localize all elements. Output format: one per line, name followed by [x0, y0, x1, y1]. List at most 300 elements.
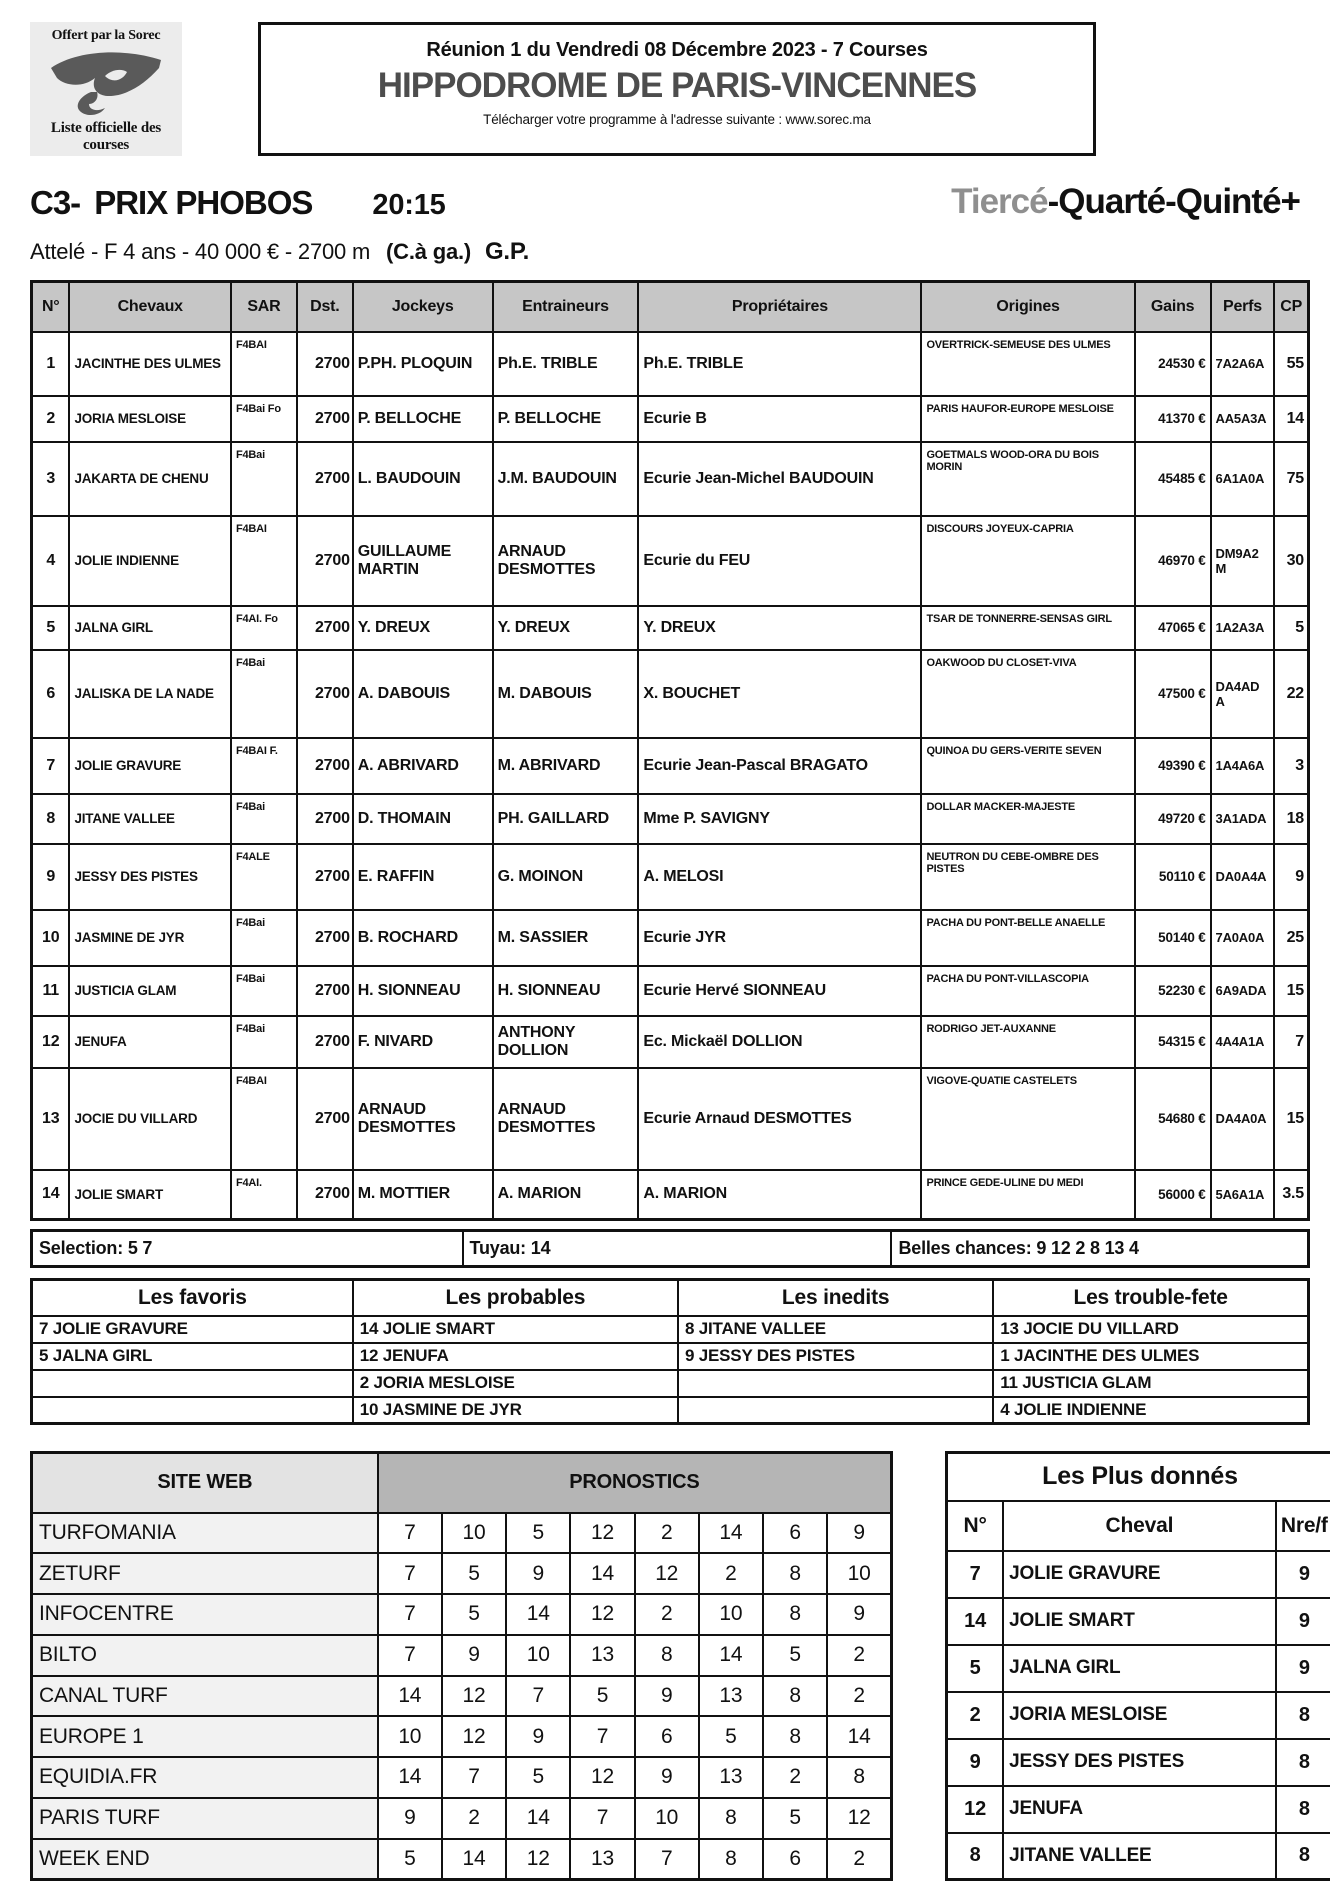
horse-logo-icon — [30, 46, 182, 120]
horse-name: JOLIE GRAVURE — [1003, 1551, 1275, 1598]
pronostic-number: 2 — [699, 1553, 763, 1594]
runner-number: 9 — [32, 844, 70, 910]
trainer-name: J.M. BAUDOUIN — [493, 442, 639, 516]
runners-header-row — [32, 282, 1309, 332]
conditions-track: G.P. — [484, 238, 530, 265]
distance: 2700 — [297, 516, 353, 606]
trainer-name: PH. GAILLARD — [493, 794, 639, 844]
origins: NEUTRON DU CEBE-OMBRE DES PISTES — [921, 844, 1134, 910]
trainer-name: Y. DREUX — [493, 606, 639, 650]
perfs: DM9A2 M — [1211, 516, 1275, 606]
pronostic-number: 10 — [699, 1594, 763, 1635]
runner-row — [32, 844, 1309, 910]
owner-name: A. MELOSI — [638, 844, 921, 910]
gains: 45485 € — [1135, 442, 1211, 516]
pronostic-number: 7 — [506, 1676, 570, 1717]
horse-number: 9 — [947, 1739, 1004, 1786]
owner-name: Ecurie du FEU — [638, 516, 921, 606]
cp-value: 5 — [1274, 606, 1308, 650]
col-owners: Propriétaires — [638, 282, 921, 332]
gains: 56000 € — [1135, 1170, 1211, 1220]
horse-name: JORIA MESLOISE — [1003, 1692, 1275, 1739]
origins: QUINOA DU GERS-VERITE SEVEN — [921, 738, 1134, 794]
gains: 41370 € — [1135, 396, 1211, 442]
pronostic-number: 9 — [378, 1798, 442, 1839]
origins: OAKWOOD DU CLOSET-VIVA — [921, 650, 1134, 738]
cp-value: 25 — [1274, 910, 1308, 966]
plus-col-number: N° — [947, 1501, 1004, 1551]
horse-name: JOLIE GRAVURE — [69, 738, 231, 794]
site-name: ZETURF — [32, 1553, 378, 1594]
pronostic-number: 14 — [378, 1757, 442, 1798]
horse-name: JITANE VALLEE — [1003, 1833, 1275, 1880]
gains: 50110 € — [1135, 844, 1211, 910]
pronostic-number: 9 — [635, 1757, 699, 1798]
col-distance: Dst. — [297, 282, 353, 332]
logo-bottom-text: Liste officielle des courses — [50, 120, 162, 154]
cp-value: 18 — [1274, 794, 1308, 844]
horse-name: JOLIE SMART — [69, 1170, 231, 1220]
trainer-name: ARNAUD DESMOTTES — [493, 1068, 639, 1170]
perfs: 7A0A0A — [1211, 910, 1275, 966]
conditions-start-type: (C.à ga.) — [386, 239, 472, 264]
pronostic-number: 9 — [506, 1553, 570, 1594]
runner-row — [32, 1068, 1309, 1170]
runner-row — [32, 516, 1309, 606]
bet-types — [951, 182, 1300, 222]
pronostics-header-row — [32, 1453, 892, 1513]
distance: 2700 — [297, 1068, 353, 1170]
pronostic-number: 13 — [699, 1676, 763, 1717]
owner-name: A. MARION — [638, 1170, 921, 1220]
col-horses: Chevaux — [69, 282, 231, 332]
site-name: INFOCENTRE — [32, 1594, 378, 1635]
pronostic-number: 7 — [378, 1553, 442, 1594]
plus-donnes-table — [945, 1451, 1330, 1881]
pronostic-number: 7 — [378, 1594, 442, 1635]
pronostic-number: 5 — [763, 1798, 827, 1839]
pronostic-row — [32, 1839, 892, 1880]
plus-donnes-title: Les Plus donnés — [947, 1453, 1330, 1501]
perfs: 7A2A6A — [1211, 332, 1275, 396]
perfs: 1A2A3A — [1211, 606, 1275, 650]
origins: PACHA DU PONT-BELLE ANAELLE — [921, 910, 1134, 966]
pick-item: 9 JESSY DES PISTES — [678, 1343, 993, 1370]
col-cp: CP — [1274, 282, 1308, 332]
cp-value: 30 — [1274, 516, 1308, 606]
race-code: C3- — [30, 184, 81, 221]
site-name: CANAL TURF — [32, 1676, 378, 1717]
selection-row — [32, 1231, 1309, 1267]
pronostic-number: 14 — [506, 1798, 570, 1839]
horse-name: JUSTICIA GLAM — [69, 966, 231, 1016]
horse-number: 2 — [947, 1692, 1004, 1739]
distance: 2700 — [297, 332, 353, 396]
pronostic-number: 8 — [763, 1676, 827, 1717]
pronostic-number: 2 — [635, 1513, 699, 1554]
race-title-line — [0, 156, 1330, 222]
cp-value: 3 — [1274, 738, 1308, 794]
pronostic-number: 14 — [570, 1553, 634, 1594]
plus-donnes-row — [947, 1692, 1330, 1739]
site-web-header: SITE WEB — [32, 1453, 378, 1513]
trainer-name: ANTHONY DOLLION — [493, 1016, 639, 1068]
runner-number: 1 — [32, 332, 70, 396]
race-name: PRIX PHOBOS — [94, 184, 313, 221]
selection-bar — [30, 1229, 1310, 1268]
pronostic-number: 10 — [827, 1553, 891, 1594]
picks-row — [32, 1370, 1309, 1397]
runner-number: 14 — [32, 1170, 70, 1220]
plus-donnes-row — [947, 1598, 1330, 1645]
sar-code: F4Bai — [231, 966, 297, 1016]
perfs: DA0A4A — [1211, 844, 1275, 910]
sar-code: F4BAI — [231, 332, 297, 396]
pronostic-number: 2 — [827, 1839, 891, 1880]
pronostics-header: PRONOSTICS — [378, 1453, 892, 1513]
pronostic-number: 8 — [827, 1757, 891, 1798]
pick-item: 13 JOCIE DU VILLARD — [993, 1316, 1308, 1343]
col-gains: Gains — [1135, 282, 1211, 332]
pronostic-number: 5 — [378, 1839, 442, 1880]
plus-donnes-row — [947, 1833, 1330, 1880]
horse-name: JOCIE DU VILLARD — [69, 1068, 231, 1170]
pronostic-number: 7 — [378, 1513, 442, 1554]
origins: PARIS HAUFOR-EUROPE MESLOISE — [921, 396, 1134, 442]
origins: DOLLAR MACKER-MAJESTE — [921, 794, 1134, 844]
gains: 47500 € — [1135, 650, 1211, 738]
hippodrome-title: HIPPODROME DE PARIS-VINCENNES — [377, 66, 977, 105]
pronostics-table — [30, 1451, 893, 1881]
pronostic-row — [32, 1553, 892, 1594]
inedits-header: Les inedits — [678, 1280, 993, 1316]
pronostic-number: 12 — [827, 1798, 891, 1839]
trainer-name: G. MOINON — [493, 844, 639, 910]
pick-item: 1 JACINTHE DES ULMES — [993, 1343, 1308, 1370]
jockey-name: L. BAUDOUIN — [353, 442, 493, 516]
pronostic-number: 7 — [378, 1635, 442, 1676]
origins: DISCOURS JOYEUX-CAPRIA — [921, 516, 1134, 606]
jockey-name: B. ROCHARD — [353, 910, 493, 966]
site-name: PARIS TURF — [32, 1798, 378, 1839]
runner-number: 7 — [32, 738, 70, 794]
pronostic-row — [32, 1757, 892, 1798]
runner-row — [32, 1016, 1309, 1068]
gains: 54315 € — [1135, 1016, 1211, 1068]
jockey-name: M. MOTTIER — [353, 1170, 493, 1220]
owner-name: Ecurie Arnaud DESMOTTES — [638, 1068, 921, 1170]
cp-value: 7 — [1274, 1016, 1308, 1068]
jockey-name: P. BELLOCHE — [353, 396, 493, 442]
jockey-name: P.PH. PLOQUIN — [353, 332, 493, 396]
horse-number: 12 — [947, 1786, 1004, 1833]
pronostic-number: 9 — [635, 1676, 699, 1717]
col-perfs: Perfs — [1211, 282, 1275, 332]
pronostic-number: 14 — [827, 1716, 891, 1757]
pronostic-row — [32, 1676, 892, 1717]
pronostic-number: 5 — [506, 1513, 570, 1554]
pronostic-number: 7 — [570, 1798, 634, 1839]
distance: 2700 — [297, 738, 353, 794]
sar-code: F4BAI — [231, 516, 297, 606]
pronostic-number: 10 — [635, 1798, 699, 1839]
runner-row — [32, 332, 1309, 396]
pick-item — [32, 1397, 353, 1424]
pick-item: 14 JOLIE SMART — [353, 1316, 678, 1343]
plus-donnes-row — [947, 1786, 1330, 1833]
selection-cell: Selection: 5 7 — [32, 1231, 463, 1267]
pronostic-number: 9 — [506, 1716, 570, 1757]
horse-number: 14 — [947, 1598, 1004, 1645]
times-given: 9 — [1276, 1645, 1330, 1692]
pronostic-number: 5 — [570, 1676, 634, 1717]
owner-name: Mme P. SAVIGNY — [638, 794, 921, 844]
distance: 2700 — [297, 910, 353, 966]
trainer-name: M. ABRIVARD — [493, 738, 639, 794]
gains: 46970 € — [1135, 516, 1211, 606]
runner-number: 5 — [32, 606, 70, 650]
distance: 2700 — [297, 650, 353, 738]
pronostic-number: 8 — [763, 1594, 827, 1635]
cp-value: 3.5 — [1274, 1170, 1308, 1220]
pick-item — [678, 1370, 993, 1397]
site-name: BILTO — [32, 1635, 378, 1676]
pronostic-number: 14 — [699, 1513, 763, 1554]
pronostic-number: 8 — [699, 1798, 763, 1839]
pronostic-row — [32, 1798, 892, 1839]
horse-number: 7 — [947, 1551, 1004, 1598]
origins: PRINCE GEDE-ULINE DU MEDI — [921, 1170, 1134, 1220]
horse-name: JACINTHE DES ULMES — [69, 332, 231, 396]
horse-name: JORIA MESLOISE — [69, 396, 231, 442]
download-line: Télécharger votre programme à l'adresse suivante : www.sorec.ma — [483, 112, 871, 127]
sar-code: F4Bai Fo — [231, 396, 297, 442]
owner-name: Ec. Mickaël DOLLION — [638, 1016, 921, 1068]
col-sar: SAR — [231, 282, 297, 332]
picks-header-row — [32, 1280, 1309, 1316]
pronostic-number: 9 — [442, 1635, 506, 1676]
pronostic-number: 10 — [378, 1716, 442, 1757]
sar-code: F4Bai — [231, 910, 297, 966]
pronostic-number: 7 — [635, 1839, 699, 1880]
pronostic-number: 5 — [763, 1635, 827, 1676]
owner-name: X. BOUCHET — [638, 650, 921, 738]
horse-name: JESSY DES PISTES — [69, 844, 231, 910]
page-header — [0, 0, 1330, 156]
owner-name: Ecurie B — [638, 396, 921, 442]
runner-number: 13 — [32, 1068, 70, 1170]
pronostic-number: 8 — [763, 1716, 827, 1757]
distance: 2700 — [297, 1016, 353, 1068]
times-given: 8 — [1276, 1833, 1330, 1880]
owner-name: Ecurie Jean-Pascal BRAGATO — [638, 738, 921, 794]
perfs: DA4A0A — [1211, 1068, 1275, 1170]
owner-name: Ecurie Hervé SIONNEAU — [638, 966, 921, 1016]
col-origins: Origines — [921, 282, 1134, 332]
pronostic-number: 13 — [570, 1839, 634, 1880]
sar-code: F4BAI F. — [231, 738, 297, 794]
pronostic-row — [32, 1594, 892, 1635]
plus-donnes-header-row — [947, 1501, 1330, 1551]
runner-row — [32, 1170, 1309, 1220]
perfs: AA5A3A — [1211, 396, 1275, 442]
origins: VIGOVE-QUATIE CASTELETS — [921, 1068, 1134, 1170]
pronostic-number: 12 — [570, 1594, 634, 1635]
pick-item: 7 JOLIE GRAVURE — [32, 1316, 353, 1343]
jockey-name: A. ABRIVARD — [353, 738, 493, 794]
plus-donnes-title-row — [947, 1453, 1330, 1501]
distance: 2700 — [297, 396, 353, 442]
times-given: 9 — [1276, 1598, 1330, 1645]
origins: TSAR DE TONNERRE-SENSAS GIRL — [921, 606, 1134, 650]
horse-name: JESSY DES PISTES — [1003, 1739, 1275, 1786]
horse-name: JENUFA — [69, 1016, 231, 1068]
owner-name: Ecurie JYR — [638, 910, 921, 966]
runner-row — [32, 910, 1309, 966]
pronostic-number: 2 — [635, 1594, 699, 1635]
runner-row — [32, 606, 1309, 650]
runner-number: 6 — [32, 650, 70, 738]
runner-number: 10 — [32, 910, 70, 966]
horse-number: 5 — [947, 1645, 1004, 1692]
pick-item: 12 JENUFA — [353, 1343, 678, 1370]
sar-code: F4ALE — [231, 844, 297, 910]
plus-col-count: Nre/f — [1276, 1501, 1330, 1551]
pronostic-number: 14 — [699, 1635, 763, 1676]
runner-number: 4 — [32, 516, 70, 606]
horse-name: JALISKA DE LA NADE — [69, 650, 231, 738]
pick-item — [678, 1397, 993, 1424]
plus-donnes-row — [947, 1645, 1330, 1692]
pronostic-number: 5 — [699, 1716, 763, 1757]
site-name: TURFOMANIA — [32, 1513, 378, 1554]
favoris-header: Les favoris — [32, 1280, 353, 1316]
distance: 2700 — [297, 606, 353, 650]
times-given: 8 — [1276, 1739, 1330, 1786]
sar-code: F4AI. Fo — [231, 606, 297, 650]
picks-table — [30, 1278, 1310, 1425]
sar-code: F4Bai — [231, 442, 297, 516]
perfs: DA4AD A — [1211, 650, 1275, 738]
jockey-name: A. DABOUIS — [353, 650, 493, 738]
pronostic-number: 12 — [635, 1553, 699, 1594]
pronostic-number: 2 — [827, 1676, 891, 1717]
pronostic-number: 5 — [442, 1553, 506, 1594]
site-name: EQUIDIA.FR — [32, 1757, 378, 1798]
origins: RODRIGO JET-AUXANNE — [921, 1016, 1134, 1068]
pronostic-number: 8 — [763, 1553, 827, 1594]
horse-number: 8 — [947, 1833, 1004, 1880]
logo-top-text: Offert par la Sorec — [51, 28, 161, 43]
pronostic-number: 5 — [442, 1594, 506, 1635]
trainer-name: M. SASSIER — [493, 910, 639, 966]
trainer-name: M. DABOUIS — [493, 650, 639, 738]
horse-name: JASMINE DE JYR — [69, 910, 231, 966]
pronostic-number: 7 — [442, 1757, 506, 1798]
pronostic-number: 8 — [699, 1839, 763, 1880]
pronostic-number: 7 — [570, 1716, 634, 1757]
cp-value: 22 — [1274, 650, 1308, 738]
pick-item: 11 JUSTICIA GLAM — [993, 1370, 1308, 1397]
probables-header: Les probables — [353, 1280, 678, 1316]
jockey-name: E. RAFFIN — [353, 844, 493, 910]
trainer-name: ARNAUD DESMOTTES — [493, 516, 639, 606]
sar-code: F4Bai — [231, 650, 297, 738]
runner-row — [32, 966, 1309, 1016]
cp-value: 9 — [1274, 844, 1308, 910]
pronostic-number: 2 — [763, 1757, 827, 1798]
trainer-name: A. MARION — [493, 1170, 639, 1220]
distance: 2700 — [297, 1170, 353, 1220]
pick-item: 2 JORIA MESLOISE — [353, 1370, 678, 1397]
times-given: 9 — [1276, 1551, 1330, 1598]
pick-item — [32, 1370, 353, 1397]
runner-row — [32, 396, 1309, 442]
runner-row — [32, 794, 1309, 844]
trouble-fete-header: Les trouble-fete — [993, 1280, 1308, 1316]
jockey-name: H. SIONNEAU — [353, 966, 493, 1016]
distance: 2700 — [297, 844, 353, 910]
runner-row — [32, 650, 1309, 738]
plus-col-horse: Cheval — [1003, 1501, 1275, 1551]
perfs: 4A4A1A — [1211, 1016, 1275, 1068]
times-given: 8 — [1276, 1692, 1330, 1739]
pronostic-number: 14 — [378, 1676, 442, 1717]
horse-name: JALNA GIRL — [1003, 1645, 1275, 1692]
runner-number: 11 — [32, 966, 70, 1016]
sar-code: F4Bai — [231, 794, 297, 844]
perfs: 5A6A1A — [1211, 1170, 1275, 1220]
bottom-section — [30, 1451, 1328, 1881]
pronostic-number: 2 — [442, 1798, 506, 1839]
cp-value: 15 — [1274, 966, 1308, 1016]
trainer-name: Ph.E. TRIBLE — [493, 332, 639, 396]
plus-donnes-row — [947, 1739, 1330, 1786]
horse-name: JOLIE SMART — [1003, 1598, 1275, 1645]
sorec-logo — [30, 22, 182, 156]
picks-row — [32, 1316, 1309, 1343]
sar-code: F4Bai — [231, 1016, 297, 1068]
pick-item: 4 JOLIE INDIENNE — [993, 1397, 1308, 1424]
perfs: 1A4A6A — [1211, 738, 1275, 794]
pronostic-number: 10 — [442, 1513, 506, 1554]
pronostic-number: 12 — [442, 1716, 506, 1757]
runner-row — [32, 738, 1309, 794]
pronostic-number: 14 — [506, 1594, 570, 1635]
runner-row — [32, 442, 1309, 516]
tuyau-cell: Tuyau: 14 — [463, 1231, 892, 1267]
pronostic-number: 12 — [570, 1513, 634, 1554]
owner-name: Y. DREUX — [638, 606, 921, 650]
belles-chances-cell: Belles chances: 9 12 2 8 13 4 — [891, 1231, 1308, 1267]
pick-item: 10 JASMINE DE JYR — [353, 1397, 678, 1424]
owner-name: Ecurie Jean-Michel BAUDOUIN — [638, 442, 921, 516]
runner-number: 8 — [32, 794, 70, 844]
col-jockeys: Jockeys — [353, 282, 493, 332]
trainer-name: P. BELLOCHE — [493, 396, 639, 442]
perfs: 6A1A0A — [1211, 442, 1275, 516]
pronostic-number: 14 — [442, 1839, 506, 1880]
conditions-text: Attelé - F 4 ans - 40 000 € - 2700 m — [30, 239, 371, 264]
origins: PACHA DU PONT-VILLASCOPIA — [921, 966, 1134, 1016]
cp-value: 75 — [1274, 442, 1308, 516]
horse-name: JAKARTA DE CHENU — [69, 442, 231, 516]
cp-value: 55 — [1274, 332, 1308, 396]
jockey-name: GUILLAUME MARTIN — [353, 516, 493, 606]
pick-item: 8 JITANE VALLEE — [678, 1316, 993, 1343]
pronostic-number: 12 — [506, 1839, 570, 1880]
pronostic-number: 6 — [635, 1716, 699, 1757]
